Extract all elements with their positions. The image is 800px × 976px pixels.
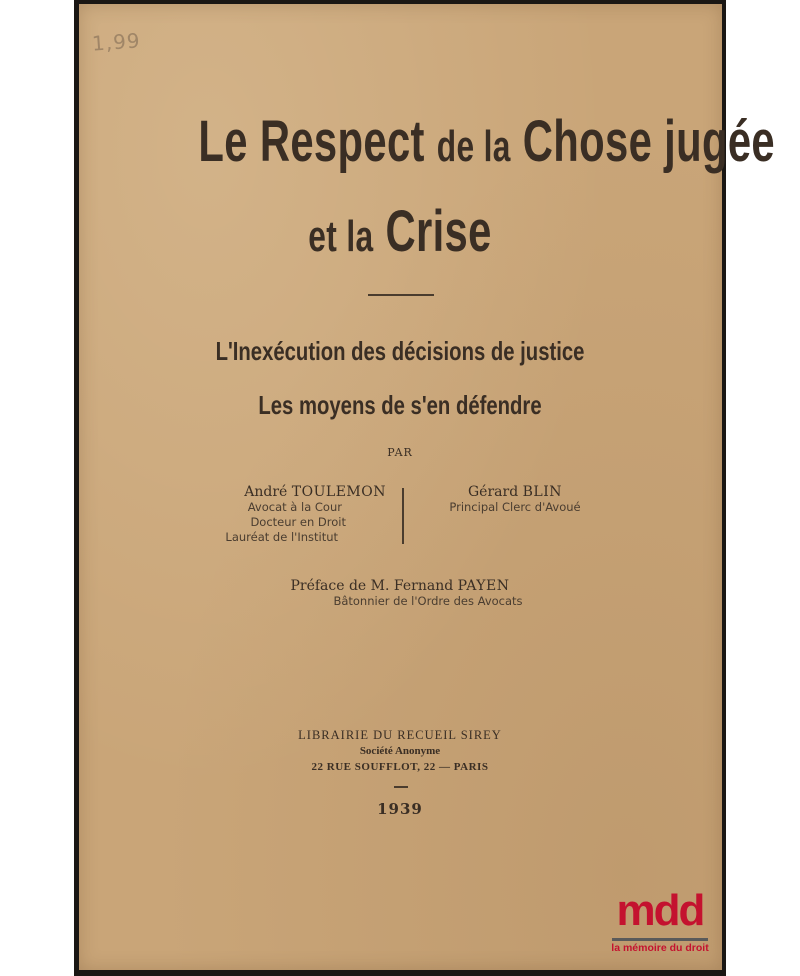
- title-rule: [368, 294, 434, 296]
- publisher-address: 22 RUE SOUFFLOT, 22 — PARIS: [311, 761, 489, 773]
- pencil-note: 1,99: [91, 28, 142, 56]
- author-divider: [402, 488, 404, 544]
- author-1: [190, 484, 386, 545]
- year-rule: [394, 786, 408, 788]
- author-2-role: Principal Clerc d'Avoué: [449, 500, 581, 514]
- author-1-role: Docteur en Droit: [250, 515, 346, 529]
- subtitle-line-1: L'Inexécution des décisions de justice: [215, 336, 585, 366]
- author-2-name: Gérard BLIN: [468, 484, 562, 500]
- author-1-role: Avocat à la Cour: [247, 500, 342, 514]
- par-label: PAR: [387, 446, 413, 459]
- preface-role: Bâtonnier de l'Ordre des Avocats: [333, 594, 523, 608]
- mdd-tagline: la mémoire du droit: [611, 942, 709, 954]
- publisher-name: LIBRAIRIE DU RECUEIL SIREY: [298, 728, 502, 742]
- mdd-logo-text: mdd: [616, 886, 704, 935]
- author-1-role: Lauréat de l'Institut: [225, 530, 338, 544]
- author-1-name: André TOULEMON: [244, 484, 386, 500]
- publication-year: 1939: [377, 800, 423, 818]
- mdd-logo: [608, 886, 712, 964]
- publisher-type: Société Anonyme: [359, 745, 441, 757]
- subtitle-line-2: Les moyens de s'en défendre: [258, 390, 542, 420]
- preface-line: Préface de M. Fernand PAYEN: [290, 578, 510, 594]
- preface: [200, 578, 600, 609]
- publisher-block: [250, 728, 550, 773]
- title-line-1: Le Respect de la Chose jugée: [198, 109, 776, 174]
- logo-underline: [612, 938, 708, 941]
- author-2: [440, 484, 590, 515]
- title-line-2: et la Crise: [308, 199, 492, 264]
